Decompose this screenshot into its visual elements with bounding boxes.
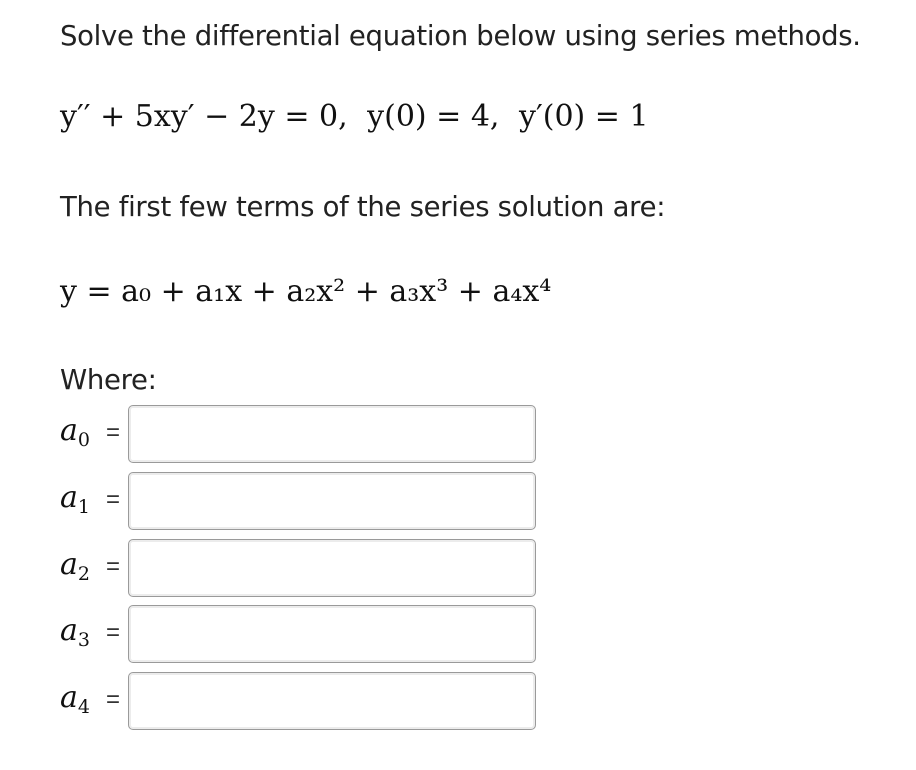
coefficient-label-a2: $a_2$ (60, 547, 90, 585)
equals-sign: = (106, 486, 121, 513)
coefficient-row-a4 (60, 672, 540, 734)
initial-condition-2: y′(0) = 1 (519, 99, 649, 134)
coefficient-row-a2 (60, 539, 540, 601)
coefficient-row-a0 (60, 405, 540, 467)
series-solution: y = a₀ + a₁x + a₂x² + a₃x³ + a₄x⁴ (60, 274, 552, 309)
a2-input[interactable] (128, 539, 536, 597)
coefficient-label-a1: $a_1$ (60, 480, 90, 518)
equals-sign: = (106, 419, 121, 446)
initial-condition-1: y(0) = 4, (367, 99, 500, 134)
equals-sign: = (106, 619, 121, 646)
coefficient-label-a4: $a_4$ (60, 680, 90, 718)
a4-input[interactable] (128, 672, 536, 730)
a0-input[interactable] (128, 405, 536, 463)
differential-equation (60, 99, 649, 134)
a3-input[interactable] (128, 605, 536, 663)
coefficient-label-a3: $a_3$ (60, 613, 90, 651)
equation-lhs: y′′ + 5xy′ − 2y = 0, (60, 99, 348, 134)
coefficient-label-a0: $a_0$ (60, 413, 90, 451)
where-label: Where: (60, 364, 157, 396)
instruction-text: Solve the differential equation below using series methods. (60, 20, 861, 52)
a1-input[interactable] (128, 472, 536, 530)
coefficient-row-a3 (60, 605, 540, 667)
coefficient-row-a1 (60, 472, 540, 534)
equals-sign: = (106, 553, 121, 580)
equals-sign: = (106, 686, 121, 713)
series-intro-text: The first few terms of the series solution are: (60, 191, 666, 223)
